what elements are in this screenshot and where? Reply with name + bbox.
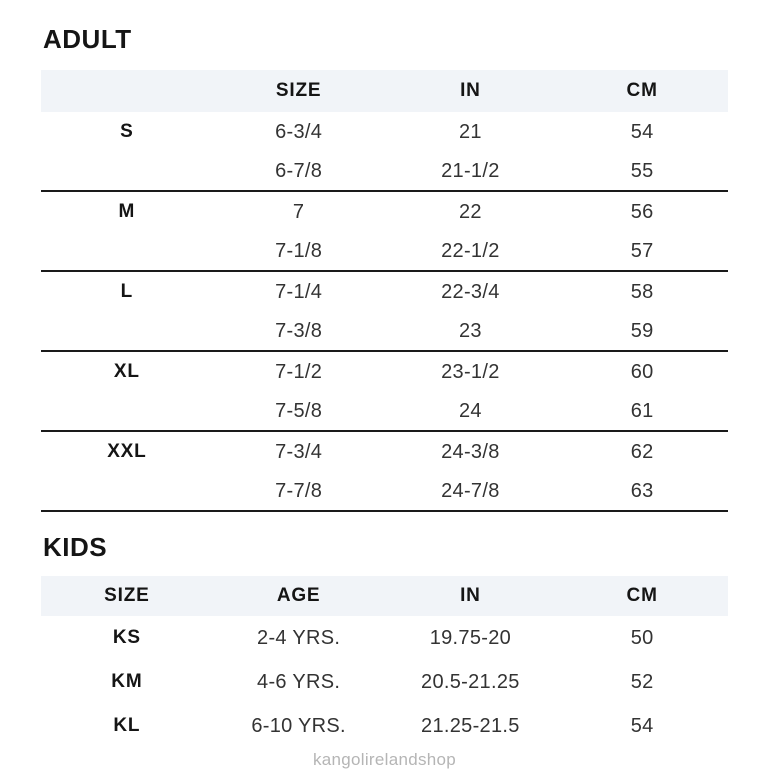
adult-column-header-size: SIZE xyxy=(275,80,322,101)
table-row xyxy=(41,312,728,352)
size-group-label-cell: KL xyxy=(113,715,141,736)
size-cell: 7 xyxy=(292,200,305,223)
inches-cell: 23 xyxy=(458,319,482,342)
cm-cell: 57 xyxy=(630,239,654,262)
inches-cell: 22 xyxy=(458,200,482,223)
kids-column-header-age: AGE xyxy=(276,585,321,606)
table-row xyxy=(41,352,728,392)
inches-cell: 24-3/8 xyxy=(441,440,500,463)
size-cell: 7-1/8 xyxy=(275,239,323,262)
kids-column-header-in: IN xyxy=(460,585,481,606)
cm-cell: 58 xyxy=(630,280,654,303)
cm-cell: 62 xyxy=(630,440,654,463)
size-group-label-cell: L xyxy=(120,281,134,302)
age-cell: 6-10 YRS. xyxy=(251,714,346,737)
kids-column-header-cm: CM xyxy=(626,585,658,606)
size-group-label-cell: XXL xyxy=(107,441,147,462)
kids-section-title: KIDS xyxy=(43,532,108,562)
cm-cell: 50 xyxy=(630,626,654,649)
size-cell: 6-7/8 xyxy=(275,159,323,182)
inches-cell: 24 xyxy=(458,399,482,422)
size-group-label-cell: KM xyxy=(111,671,143,692)
inches-cell: 20.5-21.25 xyxy=(421,670,520,693)
table-row xyxy=(41,232,728,272)
adult-size-table xyxy=(41,70,728,512)
table-row xyxy=(41,472,728,512)
size-cell: 6-3/4 xyxy=(275,120,323,143)
cm-cell: 54 xyxy=(630,714,654,737)
cm-cell: 63 xyxy=(630,479,654,502)
adult-column-header-cm: CM xyxy=(626,80,658,101)
table-row xyxy=(41,704,728,748)
inches-cell: 21 xyxy=(458,120,482,143)
inches-cell: 21.25-21.5 xyxy=(421,714,520,737)
adult-column-header-in: IN xyxy=(460,80,481,101)
table-row xyxy=(41,272,728,312)
table-row xyxy=(41,152,728,192)
size-cell: 7-3/8 xyxy=(275,319,323,342)
inches-cell: 19.75-20 xyxy=(429,626,512,649)
size-cell: 7-1/4 xyxy=(275,280,323,303)
inches-cell: 23-1/2 xyxy=(441,360,500,383)
table-row xyxy=(41,392,728,432)
adult-section-title: ADULT xyxy=(43,24,132,54)
cm-cell: 61 xyxy=(630,399,654,422)
table-row xyxy=(41,616,728,660)
cm-cell: 56 xyxy=(630,200,654,223)
kids-column-header-size: SIZE xyxy=(104,585,150,606)
age-cell: 2-4 YRS. xyxy=(257,626,341,649)
cm-cell: 59 xyxy=(630,319,654,342)
watermark: kangolirelandshop xyxy=(312,750,457,769)
age-cell: 4-6 YRS. xyxy=(257,670,341,693)
cm-cell: 54 xyxy=(630,120,654,143)
size-group-label-cell: M xyxy=(118,201,136,222)
size-group-label-cell: S xyxy=(120,121,134,142)
size-cell: 7-7/8 xyxy=(275,479,323,502)
size-group-label-cell: XL xyxy=(113,361,140,382)
kids-table-header-row xyxy=(41,576,728,616)
table-row xyxy=(41,112,728,152)
cm-cell: 60 xyxy=(630,360,654,383)
table-row xyxy=(41,192,728,232)
inches-cell: 24-7/8 xyxy=(441,479,500,502)
adult-table-header-row xyxy=(41,70,728,112)
kids-size-table xyxy=(41,576,728,748)
size-cell: 7-5/8 xyxy=(275,399,323,422)
size-cell: 7-3/4 xyxy=(275,440,323,463)
table-row xyxy=(41,660,728,704)
size-group-label-cell: KS xyxy=(112,627,141,648)
cm-cell: 52 xyxy=(630,670,654,693)
cm-cell: 55 xyxy=(630,159,654,182)
table-row xyxy=(41,432,728,472)
inches-cell: 22-1/2 xyxy=(441,239,500,262)
size-cell: 7-1/2 xyxy=(275,360,323,383)
inches-cell: 21-1/2 xyxy=(441,159,500,182)
inches-cell: 22-3/4 xyxy=(441,280,500,303)
